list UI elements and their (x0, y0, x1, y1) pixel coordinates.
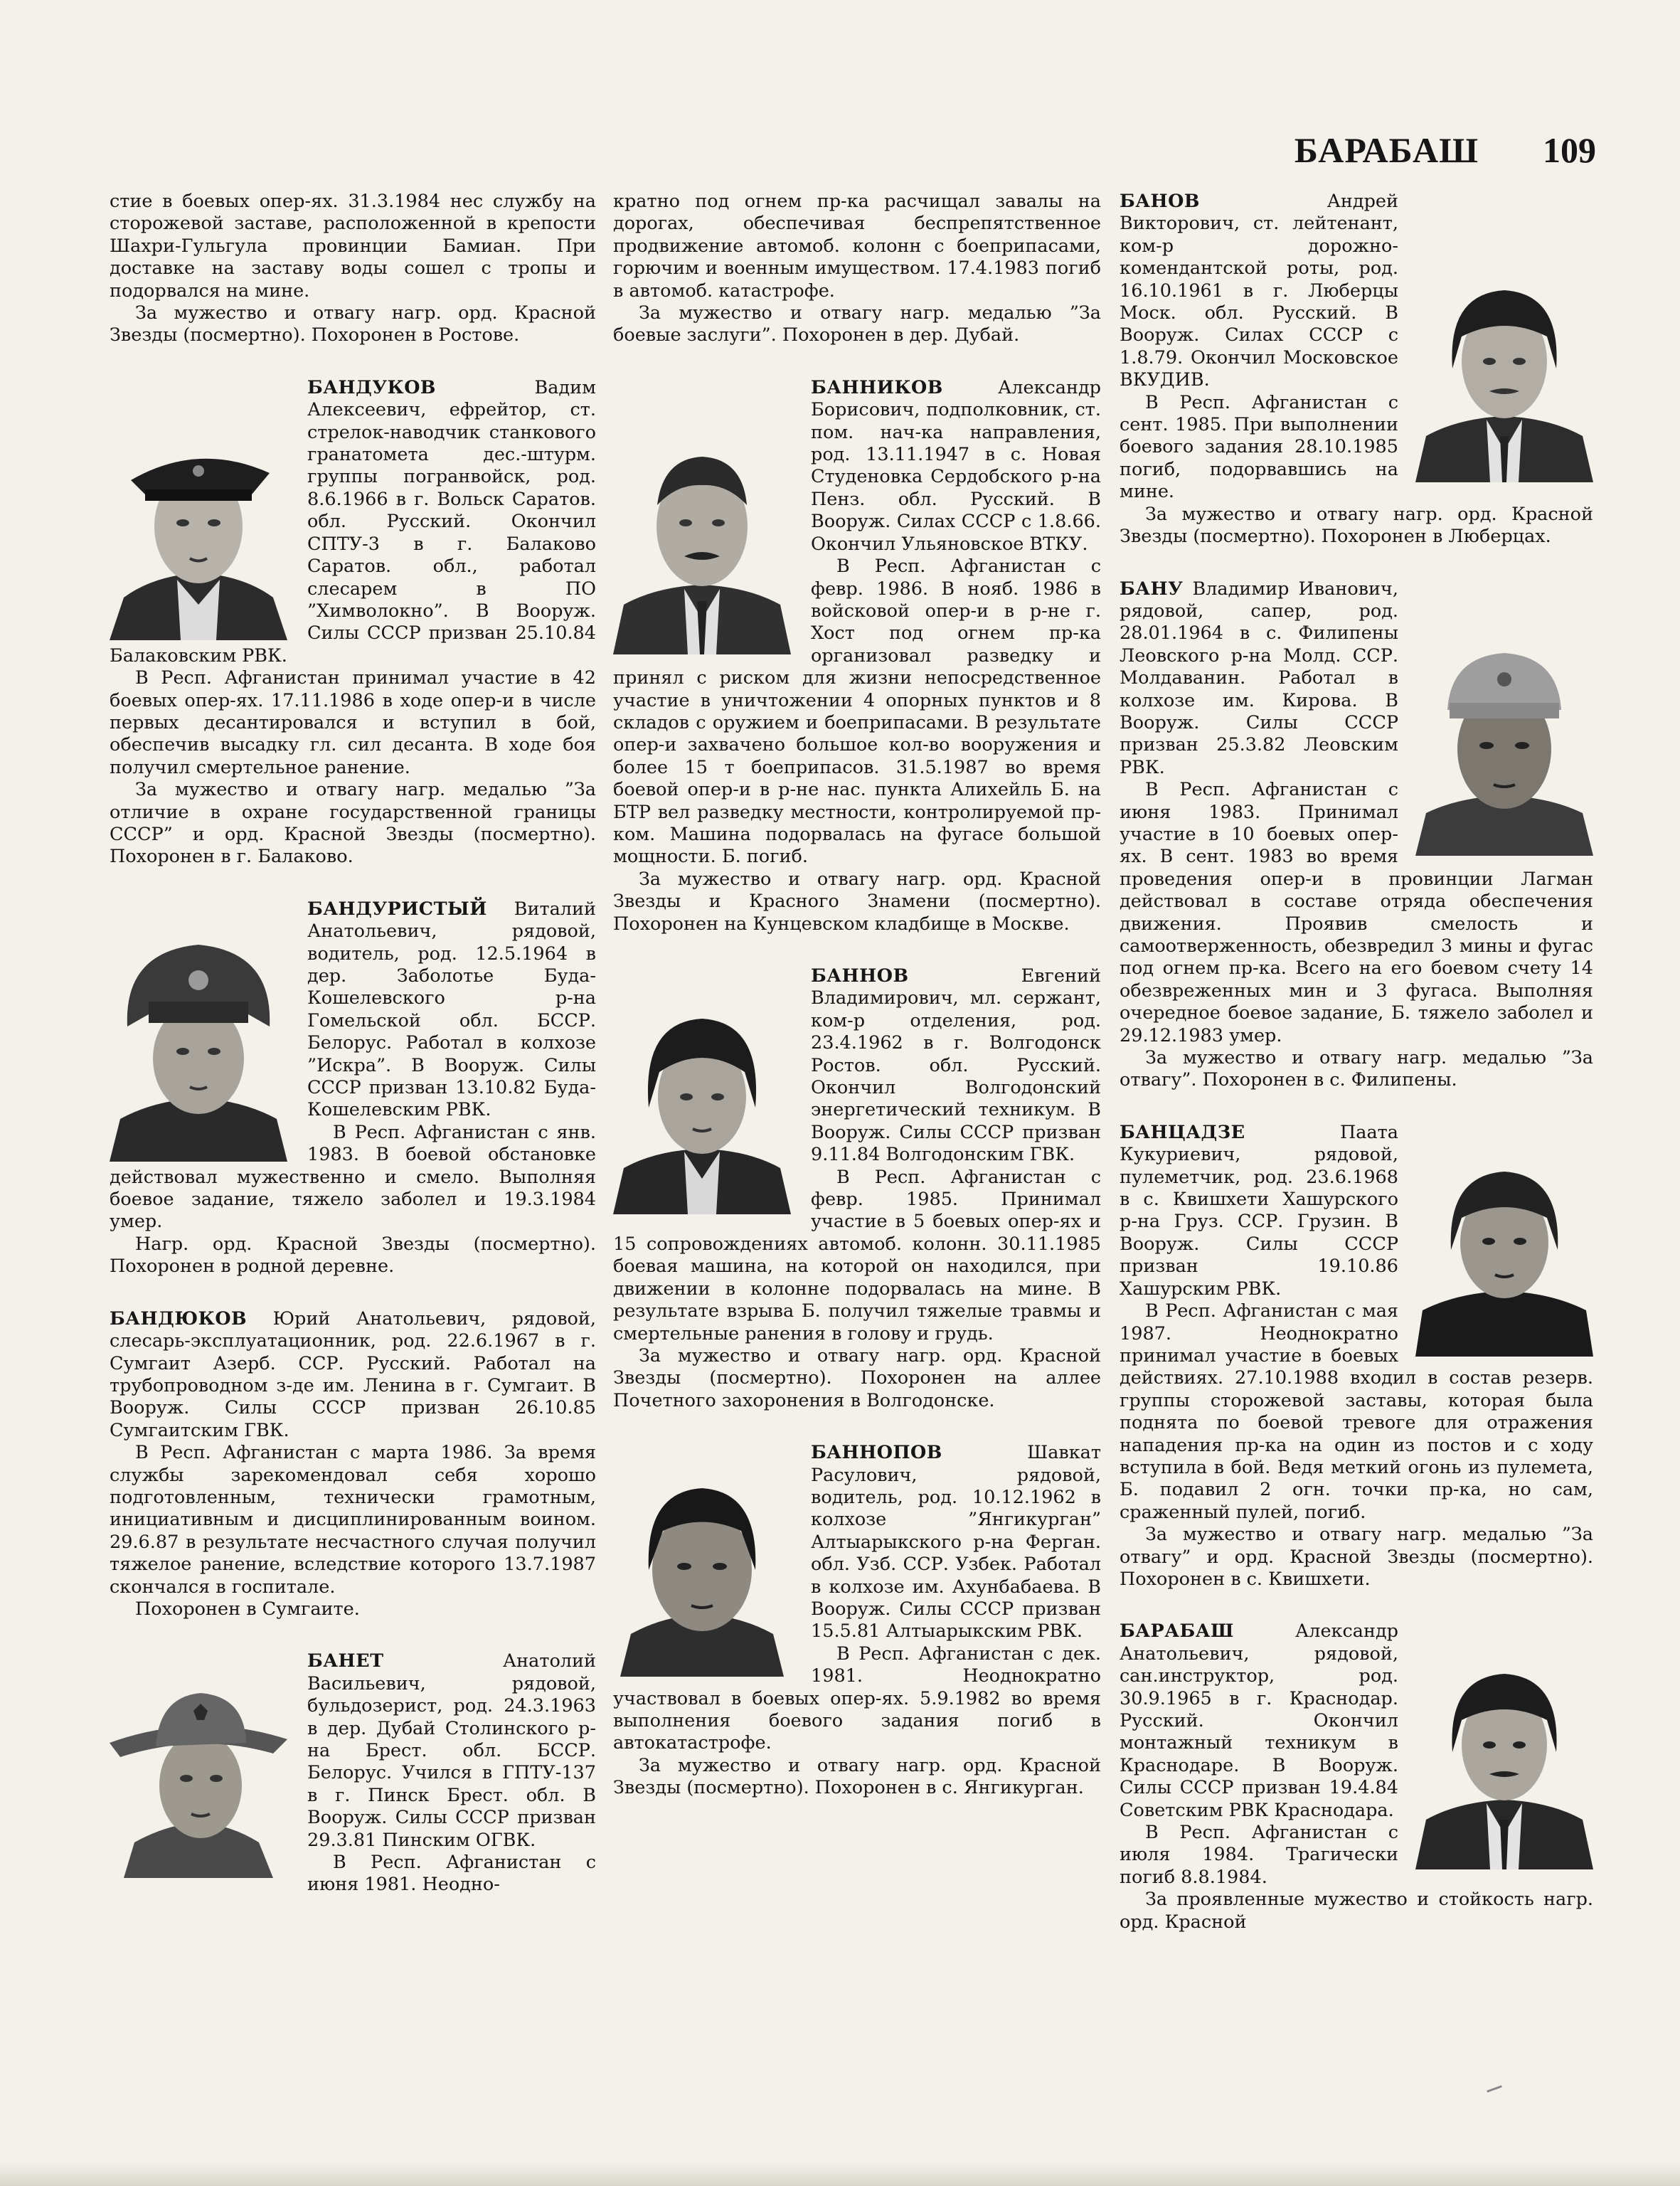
portrait-photo (613, 427, 791, 654)
portrait-photo (110, 427, 287, 640)
portrait-photo (1415, 1157, 1593, 1357)
entry-name: БАНДЮКОВ (110, 1307, 248, 1330)
entry-name: БАНОВ (1120, 191, 1200, 212)
column-3 (1120, 191, 1593, 1933)
page-number: 109 (1543, 130, 1596, 170)
entry-name: БАНЕТ (307, 1650, 384, 1672)
entry-bannopov: БАННОПОВ Шавкат Расулович, рядовой, водитель, род. 10.12.1962 в колхозе ”Янгикурган” Алтыарыкского р-на Ферган. обл. Узб. ССР. Узбек. Работал в колхозе им. Ахунбабаева. В Вооруж. Силы СССР призван 15.5.81 Алтыарыкским РВК. В Респ. Афганистан с дек. 1981. Неоднократно участвовал в боевых опер-ях. 5.9.1982 во время выполнения боевого задания погиб в автокатастрофе. За мужество и отвагу нагр. орд. Красной Звезды (посмертно). Похоронен в с. Янгикурган. (613, 1442, 1101, 1799)
entry-name: БАНЦАДЗЕ (1120, 1121, 1245, 1143)
entry-bandukov: БАНДУКОВ Вадим Алексеевич, ефрейтор, ст. стрелок-наводчик станкового гранатомета дес.-штурм. группы погранвойск, род. 8.6.1966 в г. Вольск Саратов. обл. Русский. Окончил СПТУ-3 в г. Балаково Саратов. обл., работал слесарем в ПО ”Химволокно”. В Вооруж. Силы СССР призван 25.10.84 Балаковским РВК. В Респ. Афганистан принимал участие в 42 боевых опер-ях. 17.11.1986 в ходе опер-и в числе первых десантировался и вступил в бой, обеспечив высадку гл. сил десанта. В ходе боя получил смертельное ранение. За мужество и отвагу нагр. медалью ”За отличие в охране государственной границы СССР” и орд. Красной Звезды (посмертно). Похоронен в г. Балаково. (110, 376, 596, 868)
entry-name: БАНУ (1120, 578, 1184, 600)
page-header (1294, 129, 1596, 171)
entry-banu: БАНУ Владимир Иванович, рядовой, сапер, род. 28.01.1964 в с. Филипены Леовского р-на Молд. ССР. Молдаванин. Работал в колхозе им. Кирова. В Вооруж. Силы СССР призван 25.3.82 Леовским РВК. В Респ. Афганистан с июня 1983. Принимал участие в 10 боевых опер-ях. В сент. 1983 во время проведения опер-и в провинции Лагман действовал в составе отряда обеспечения движения. Проявив смелость и самоотверженность, обезвредил 3 мины и фугас под огнем пр-ка. Всего на его боевом счету 14 обезвреженных мин и 3 фугаса. Выполняя очередное боевое задание, Б. тяжело заболел и 29.12.1983 умер. За мужество и отвагу нагр. медалью ”За отвагу”. Похоронен в с. Филипены. (1120, 578, 1593, 1091)
column-1 (110, 191, 596, 1896)
scan-mark (1487, 2085, 1502, 2092)
scan-bottom-edge (0, 2163, 1680, 2186)
entry-name: БАНДУКОВ (307, 376, 436, 398)
portrait-photo (613, 1463, 791, 1677)
portrait-photo (613, 1001, 791, 1214)
portrait-photo (1415, 269, 1593, 482)
portrait-photo (110, 1672, 287, 1878)
column-2 (613, 191, 1101, 1800)
entry-name: БАННОВ (811, 965, 909, 987)
entry-name: БАННОПОВ (811, 1442, 942, 1464)
entry-continuation: кратно под огнем пр-ка расчищал завалы на дорогах, обеспечивая беспрепятственное продвижение автомоб. колонн с боеприпасами, горючим и военным имуществом. 17.4.1983 погиб в автомоб. катастрофе. За мужество и отвагу нагр. медалью ”За боевые заслуги”. Похоронен в дер. Дубай. (613, 191, 1101, 346)
entry-bandyukov: БАНДЮКОВ Юрий Анатольевич, рядовой, слесарь-эксплуатационник, род. 22.6.1967 в г. Сумгаит Азерб. ССР. Русский. Работал на трубопроводном з-де им. Ленина в г. Сумгаит. В Вооруж. Силы СССР призван 26.10.85 Сумгаитским ГВК. В Респ. Афганистан с марта 1986. За время службы зарекомендовал себя хорошо подготовленным, технически грамотным, инициативным и дисциплинированным воином. 29.6.87 в результате несчастного случая получил тяжелое ранение, вследствие которого 13.7.1987 скончался в госпитале. Похоронен в Сумгаите. (110, 1307, 596, 1620)
entry-name: БАНДУРИСТЫЙ (307, 898, 487, 920)
entry-bandurisy: БАНДУРИСТЫЙ Виталий Анатольевич, рядовой, водитель, род. 12.5.1964 в дер. Заболотье Буда-Кошелевского р-на Гомельской обл. БССР. Белорус. Работал в колхозе ”Искра”. В Вооруж. Силы СССР призван 13.10.82 Буда-Кошелевским РВК. В Респ. Афганистан с янв. 1983. В боевой обстановке действовал мужественно и смело. Выполняя боевое задание, тяжело заболел и 19.3.1984 умер. Нагр. орд. Красной Звезды (посмертно). Похоронен в родной деревне. (110, 898, 596, 1278)
portrait-photo (1415, 1656, 1593, 1869)
entry-continuation: стие в боевых опер-ях. 31.3.1984 нес службу на сторожевой заставе, расположенной в крепости Шахри-Гульгула провинции Бамиан. При доставке на заставу воды сошел с тропы и подорвался на мине. За мужество и отвагу нагр. орд. Красной Звезды (посмертно). Похоронен в Ростове. (110, 191, 596, 346)
entry-banet: БАНЕТ Анатолий Васильевич, рядовой, бульдозерист, род. 24.3.1963 в дер. Дубай Столинского р-на Брест. обл. БССР. Белорус. Учился в ГПТУ-137 в г. Пинск Брест. обл. В Вооруж. Силы СССР призван 29.3.81 Пинским ОГВК. В Респ. Афганистан с июня 1981. Неодно- (110, 1650, 596, 1896)
entry-bannov: БАННОВ Евгений Владимирович, мл. сержант, ком-р отделения, род. 23.4.1962 в г. Волгодонск Ростов. обл. Русский. Окончил Волгодонский энергетический техникум. В Вооруж. Силы СССР призван 9.11.84 Волгодонским ГВК. В Респ. Афганистан с февр. 1985. Принимал участие в 5 боевых опер-ях и 15 сопровождениях автомоб. колонн. 30.11.1985 боевая машина, на которой он находился, при движении в колонне подорвалась на мине. В результате взрыва Б. получил тяжелые травмы и смертельные ранения в голову и грудь. За мужество и отвагу нагр. орд. Красной Звезды (посмертно). Похоронен на аллее Почетного захоронения в Волгодонске. (613, 965, 1101, 1411)
portrait-photo (1415, 635, 1593, 856)
running-head: БАРАБАШ (1294, 130, 1479, 170)
entry-bantsadze: БАНЦАДЗЕ Паата Кукуриевич, рядовой, пулеметчик, род. 23.6.1968 в с. Квишхети Хашурского р-на Груз. ССР. Грузин. В Вооруж. Силы СССР призван 19.10.86 Хашурским РВК. В Респ. Афганистан с мая 1987. Неоднократно принимал участие в боевых действиях. 27.10.1988 входил в состав резерв. группы сторожевой заставы, которая была поднята по боевой тревоге для отражения нападения пр-ка на один из постов и с ходу вступила в бой. Ведя меткий огонь из пулемета, Б. подавил 2 огн. точки пр-ка, но сам, сраженный пулей, погиб. За мужество и отвагу нагр. медалью ”За отвагу” и орд. Красной Звезды (посмертно). Похоронен в с. Квишхети. (1120, 1121, 1593, 1590)
portrait-photo (110, 934, 287, 1162)
entry-name: БАННИКОВ (811, 376, 943, 398)
entry-banov: БАНОВ Андрей Викторович, ст. лейтенант, ком-р дорожно-комендантской роты, род. 16.10.1961 в г. Люберцы Моск. обл. Русский. В Вооруж. Силах СССР с 1.8.79. Окончил Московское ВКУДИВ. В Респ. Афганистан с сент. 1985. При выполнении боевого задания 28.10.1985 погиб, подорвавшись на мине. За мужество и отвагу нагр. орд. Красной Звезды (посмертно). Похоронен в Люберцах. (1120, 191, 1593, 548)
entry-bannikov: БАННИКОВ Александр Борисович, подполковник, ст. пом. нач-ка направления, род. 13.11.1947 в с. Новая Студеновка Сердобского р-на Пенз. обл. Русский. В Вооруж. Силах СССР с 1.8.66. Окончил Ульяновское ВТКУ. В Респ. Афганистан с февр. 1986. В нояб. 1986 в войсковой опер-и в р-не г. Хост под огнем пр-ка организовал разведку и принял с риском для жизни непосредственное участие в уничтожении 4 опорных пунктов и 8 складов с оружием и боеприпасами. В результате опер-и захвачено большое кол-во вооружения и более 15 т боеприпасов. 31.5.1987 во время боевой опер-и в р-не нас. пункта Алихейль Б. на БТР вел разведку местности, контролируемой пр-ком. Машина подорвалась на фугасе большой мощности. Б. погиб. За мужество и отвагу нагр. орд. Красной Звезды и Красного Знамени (посмертно). Похоронен на Кунцевском кладбище в Москве. (613, 376, 1101, 935)
entry-name: БАРАБАШ (1120, 1620, 1234, 1643)
entry-barabash: БАРАБАШ Александр Анатольевич, рядовой, сан.инструктор, род. 30.9.1965 в г. Краснодар. Русский. Окончил монтажный техникум в Краснодаре. В Вооруж. Силы СССР призван 19.4.84 Советским РВК Краснодара. В Респ. Афганистан с июля 1984. Трагически погиб 8.8.1984. За проявленные мужество и стойкость нагр. орд. Красной (1120, 1620, 1593, 1933)
